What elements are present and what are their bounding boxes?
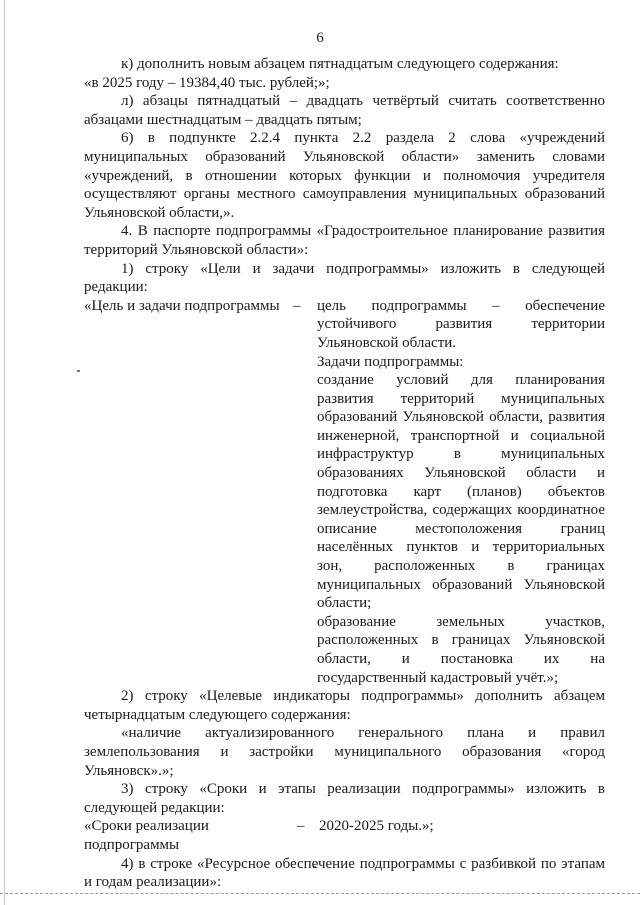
- goals-label: «Цель и задачи подпрограммы: [84, 297, 280, 314]
- paragraph-l: л) абзацы пятнадцатый – двадцать четвёртый считать соответственно абзацами шестнадцатым – двадцать пятым;: [84, 93, 605, 128]
- quote-2025: «в 2025 году – 19384,40 тыс. рублей;»;: [84, 74, 330, 91]
- document-body: [84, 55, 605, 892]
- subprogram-passport-heading: 4. В паспорте подпрограммы «Градостроительное планирование развития территорий Ульяновской области»:: [84, 223, 605, 258]
- quote-general-plan: «наличие актуализированного генерального плана и правил землепользования и застройки муниципального образования «город Ульяновск».»;: [84, 725, 605, 779]
- item-1-goals: 1) строку «Цели и задачи подпрограммы» изложить в следующей редакции:: [84, 260, 605, 296]
- paragraph-6: 6) в подпункте 2.2.4 пункта 2.2 раздела 2 слова «учреждений муниципальных образований Ульяновской области» заменить словами «учреждений, в отношении которых функции и полномочия учредителя осуществляют органы местного самоуправления муниципальных образований Ульяновской области,».: [84, 130, 605, 221]
- scan-speck: [77, 370, 80, 372]
- paragraph-k: к) дополнить новым абзацем пятнадцатым следующего содержания:: [121, 56, 559, 72]
- terms-label: «Сроки реализации: [84, 818, 209, 835]
- item-2-indicators: 2) строку «Целевые индикаторы подпрограммы» дополнить абзацем четырнадцатым следующего содержания:: [84, 688, 605, 723]
- terms-value: 2020-2025 годы.»;: [319, 818, 434, 835]
- terms-label-continued: подпрограммы: [84, 836, 180, 853]
- tasks-title: Задачи подпрограммы:: [317, 353, 464, 370]
- terms-row: [84, 817, 605, 836]
- terms-dash: –: [297, 818, 305, 835]
- task-2: образование земельных участков, расположенных в границах Ульяновской области, и постановка их на государственный кадастровый учёт.»;: [317, 613, 605, 686]
- scan-edge-line: [4, 0, 5, 905]
- goal-text: цель подпрограммы – обеспечение устойчивого развития территории Ульяновской области.: [317, 297, 605, 351]
- goals-content: [317, 297, 605, 687]
- goals-row: [84, 297, 605, 687]
- page-number: 6: [316, 30, 324, 46]
- goals-dash: –: [293, 297, 301, 314]
- scan-bottom-line: [0, 893, 640, 894]
- task-1: создание условий для планирования развития территорий муниципальных образований Ульяновской области, развития инженерной, транспортной и социальной инфраструктур в муниципальных образованиях Ульяновской области и подготовка карт (планов) объектов землеустройства, содержащих координатное описание местоположения границ населённых пунктов и территориальных зон, расположенных в границах муниципальных образований Ульяновской области;: [317, 372, 605, 612]
- item-3-terms: 3) строку «Сроки и этапы реализации подпрограммы» изложить в следующей редакции:: [84, 781, 605, 816]
- item-4-resources: 4) в строке «Ресурсное обеспечение подпрограммы с разбивкой по этапам и годам реализации»:: [84, 855, 605, 891]
